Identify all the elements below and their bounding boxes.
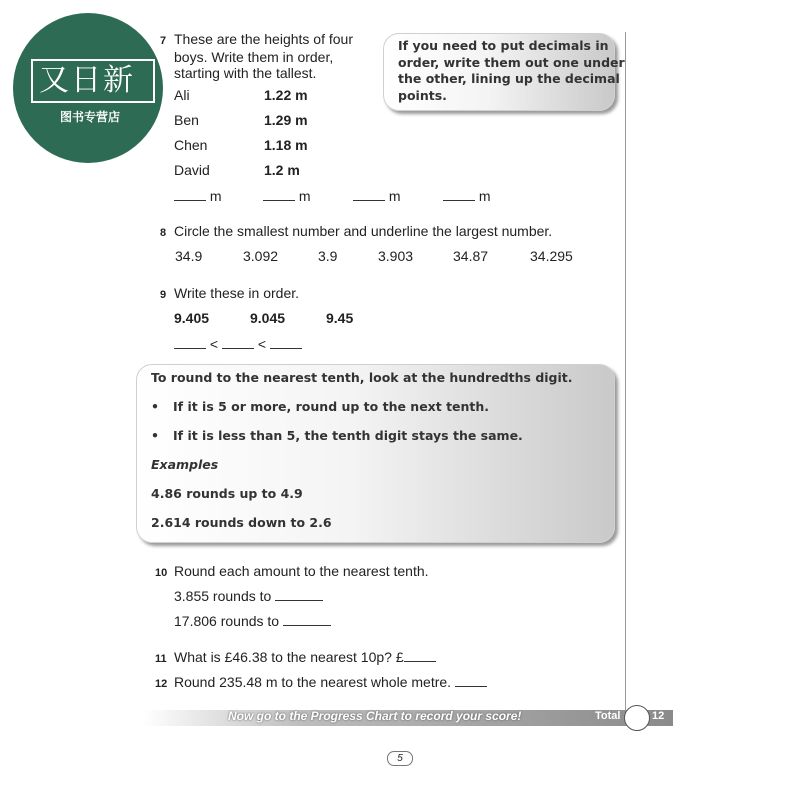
question-text-line: These are the heights of four [174,31,353,47]
number-option[interactable]: 34.87 [453,248,489,264]
boy-height: 1.18 m [264,137,308,153]
tip-bullet: • If it is less than 5, the tenth digit stays the same. [151,428,523,443]
tip-bullet: • If it is 5 or more, round up to the next tenth. [151,399,490,414]
logo-subtitle: 图书专营店 [60,110,121,124]
boy-name: David [174,162,210,178]
page-number: 5 [387,751,413,766]
number-option[interactable]: 3.903 [378,248,414,264]
tip-example: 2.614 rounds down to 2.6 [151,515,332,530]
question-7 [160,31,353,81]
question-number: 11 [155,653,167,665]
answer-field[interactable]: m [443,188,491,204]
order-number: 9.45 [326,310,354,326]
decimals-hint-text: If you need to put decimals in order, write them out one under the other, lining up the decimal points. [398,38,625,103]
number-option[interactable]: 34.9 [175,248,203,264]
question-text: Round 235.48 m to the nearest whole metre. [174,674,452,690]
question-text: Round each amount to the nearest tenth. [174,563,429,579]
question-12[interactable] [155,674,487,690]
number-option[interactable]: 3.9 [318,248,338,264]
boy-height: 1.2 m [264,162,300,178]
answer-field[interactable]: m [263,188,311,204]
boy-name: Ben [174,112,199,128]
order-answer-row[interactable]: < < [174,336,302,352]
boy-height: 1.29 m [264,112,308,128]
question-number: 7 [160,35,167,47]
number-option[interactable]: 3.092 [243,248,279,264]
boy-height: 1.22 m [264,87,308,103]
logo-title: 又日新 [39,63,135,98]
boy-name: Chen [174,137,208,153]
rounding-item[interactable]: 17.806 rounds to [174,613,331,629]
question-number: 10 [155,567,168,579]
score-circle[interactable] [624,705,650,731]
question-text: Write these in order. [174,285,300,301]
order-number: 9.045 [250,310,286,326]
number-option[interactable]: 34.295 [530,248,573,264]
question-10 [155,563,429,579]
tip-example: 4.86 rounds up to 4.9 [151,486,303,501]
total-label: Total [595,710,621,722]
question-9 [160,285,299,301]
progress-banner-text: Now go to the Progress Chart to record your score! [228,709,522,723]
boy-name: Ali [174,87,190,103]
question-number: 9 [160,289,167,301]
order-number: 9.405 [174,310,210,326]
tip-title: To round to the nearest tenth, look at the hundredths digit. [151,370,573,385]
tip-examples-label: Examples [151,457,219,472]
margin-rule [625,32,626,710]
question-text-line: boys. Write them in order, [174,49,334,65]
total-max: 12 [652,710,665,722]
question-text: What is £46.38 to the nearest 10p? £ [174,649,404,665]
question-number: 8 [160,227,167,239]
question-number: 12 [155,678,168,690]
question-text-line: starting with the tallest. [174,65,317,81]
question-8 [160,223,552,239]
rounding-item[interactable]: 3.855 rounds to [174,588,323,604]
question-text: Circle the smallest number and underline the largest number. [174,223,553,239]
answer-field[interactable]: m [174,188,222,204]
question-11[interactable] [155,649,436,665]
answer-field[interactable]: m [353,188,401,204]
